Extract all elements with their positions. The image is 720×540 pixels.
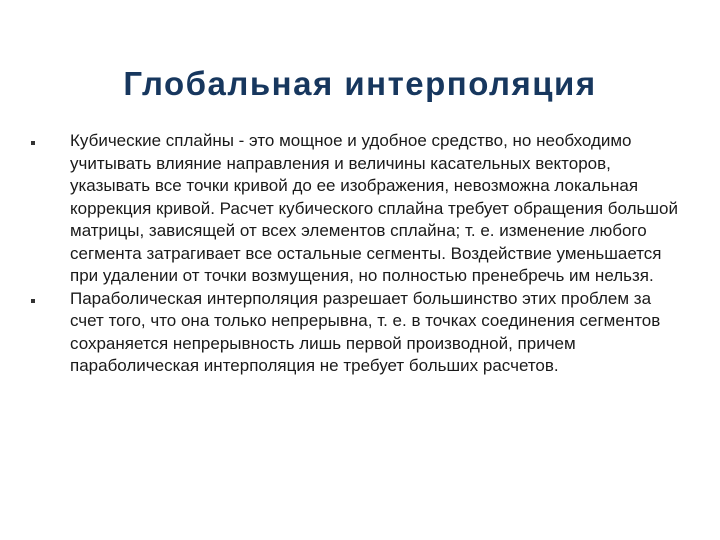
- bullet-list: [0, 130, 720, 378]
- bullet-text: Параболическая интерполяция разрешает большинство этих проблем за счет того, что она только непрерывна, т. е. в точках соединения сегментов сохраняется непрерывность лишь первой производной, причем параболическая интерполяция не требует больших расчетов.: [70, 288, 661, 375]
- bullet-marker-icon: [31, 141, 35, 145]
- slide-title: Глобальная интерполяция: [123, 65, 597, 103]
- bullet-item: [0, 130, 720, 288]
- bullet-item: [0, 288, 720, 378]
- bullet-marker-icon: [31, 299, 35, 303]
- bullet-text: Кубические сплайны - это мощное и удобное средство, но необходимо учитывать влияние направления и величины касательных векторов, указывать все точки кривой до ее изображения, невозможна локальная коррекция кривой. Расчет кубического сплайна требует обращения большой матрицы, зависящей от всех элементов сплайна; т. е. изменение любого сегмента затрагивает все остальные сегменты. Воздействие уменьшается при удалении от точки возмущения, но полностью пренебречь им нельзя.: [70, 131, 678, 285]
